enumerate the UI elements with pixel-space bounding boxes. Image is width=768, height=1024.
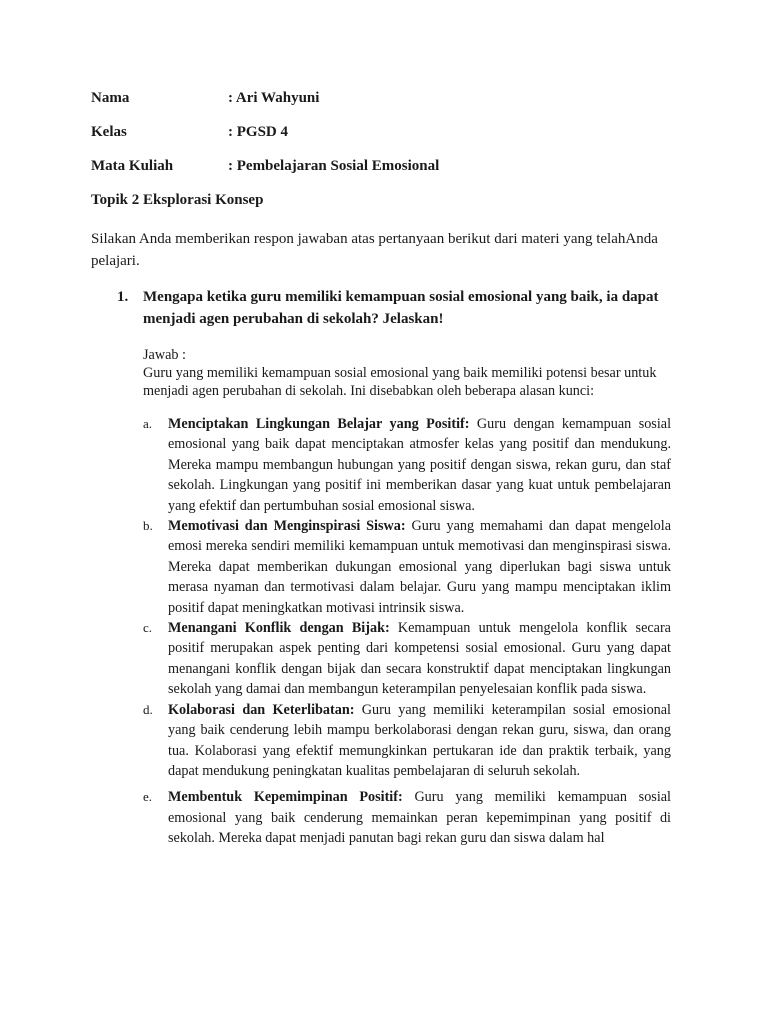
list-marker: d. [143, 701, 153, 717]
info-value: : Pembelajaran Sosial Emosional [228, 158, 440, 174]
list-item [143, 700, 671, 782]
info-value: : Ari Wahyuni [228, 90, 320, 106]
instructions: Silakan Anda memberikan respon jawaban atas pertanyaan berikut dari materi yang telahAnda pelajari. [91, 231, 658, 269]
list-item-text [168, 700, 671, 782]
list-item-text [168, 618, 671, 700]
list-item [143, 516, 671, 618]
list-item-text [168, 516, 671, 618]
list-marker: c. [143, 620, 153, 636]
question-text: Mengapa ketika guru memiliki kemampuan sosial emosional yang baik, ia dapat menjadi agen perubahan di sekolah? Jelaskan! [143, 289, 659, 327]
list-item-title: Memotivasi dan Menginspirasi Siswa: [168, 518, 406, 535]
question-number: 1. [117, 289, 129, 305]
list-item-body: Kemampuan untuk mengelola konflik secara positif merupakan aspek penting dari kompetensi sosial emosional. Guru yang dapat menangani konflik dengan bijak dan secara konstruktif dapat menciptakan lingkungan sekolah yang damai dan membangun keterampilan penyelesaian konflik pada siswa. [168, 620, 671, 698]
answer-text: Guru yang memiliki kemampuan sosial emosional yang baik memiliki potensi besar untuk menjadi agen perubahan di sekolah. Ini disebabkan oleh beberapa alasan kunci: [143, 365, 657, 399]
list-marker: b. [143, 518, 153, 534]
list-item-title: Menciptakan Lingkungan Belajar yang Positif: [168, 416, 470, 432]
list-item-title: Menangani Konflik dengan Bijak: [168, 620, 390, 637]
list-item-body: Guru dengan kemampuan sosial emosional yang baik dapat menciptakan atmosfer kelas yang positif dan mendukung. Mereka mampu membangun hubungan yang positif dengan siswa, rekan guru, dan staf sekolah. Lingkungan yang positif ini memberikan dasar yang kuat untuk pembelajaran yang efektif dan pertumbuhan sosial emosional siswa. [168, 416, 672, 514]
info-row-mata-kuliah [91, 158, 691, 192]
list-item-text [168, 787, 671, 848]
list-item-body: Guru yang memahami dan dapat mengelola emosi mereka sendiri memiliki kemampuan untuk memotivasi dan menginspirasi siswa. Mereka dapat memberikan dukungan emosional yang diperlukan bagi siswa untuk merasa nyaman dan termotivasi dalam belajar. Guru yang mampu menciptakan iklim positif dapat meningkatkan motivasi intrinsik siswa. [168, 518, 671, 616]
answer-label: Jawab : [143, 347, 186, 363]
info-label: Mata Kuliah [91, 158, 174, 174]
info-value: : PGSD 4 [228, 124, 288, 140]
info-row-nama [91, 90, 691, 124]
info-row-kelas [91, 124, 691, 158]
list-item-text [168, 414, 671, 516]
list-marker: e. [143, 789, 153, 805]
info-label: Nama [91, 90, 130, 106]
list-item-body: Guru yang memiliki kemampuan sosial emosional yang baik cenderung memainkan peran kepemimpinan yang positif di sekolah. Mereka dapat menjadi panutan bagi rekan guru dan siswa dalam hal [168, 789, 671, 847]
topic-heading: Topik 2 Eksplorasi Konsep [91, 192, 264, 208]
answer-block [143, 346, 673, 400]
reason-list [143, 414, 671, 849]
list-item-body: Guru yang memiliki keterampilan sosial emosional yang baik cenderung lebih mampu berkolaborasi dengan rekan guru, siswa, dan orang tua. Kolaborasi yang efektif memungkinkan pertukaran ide dan praktik terbaik, yang dapat mendukung peningkatan kualitas pembelajaran di seluruh sekolah. [168, 701, 671, 779]
list-item [143, 618, 671, 700]
info-label: Kelas [91, 124, 127, 140]
list-item-title: Kolaborasi dan Keterlibatan: [168, 701, 355, 718]
student-info [91, 90, 691, 192]
list-item [143, 414, 671, 516]
list-marker: a. [143, 416, 153, 431]
question-1 [117, 286, 672, 330]
list-item [143, 787, 671, 848]
list-item-title: Membentuk Kepemimpinan Positif: [168, 789, 403, 806]
